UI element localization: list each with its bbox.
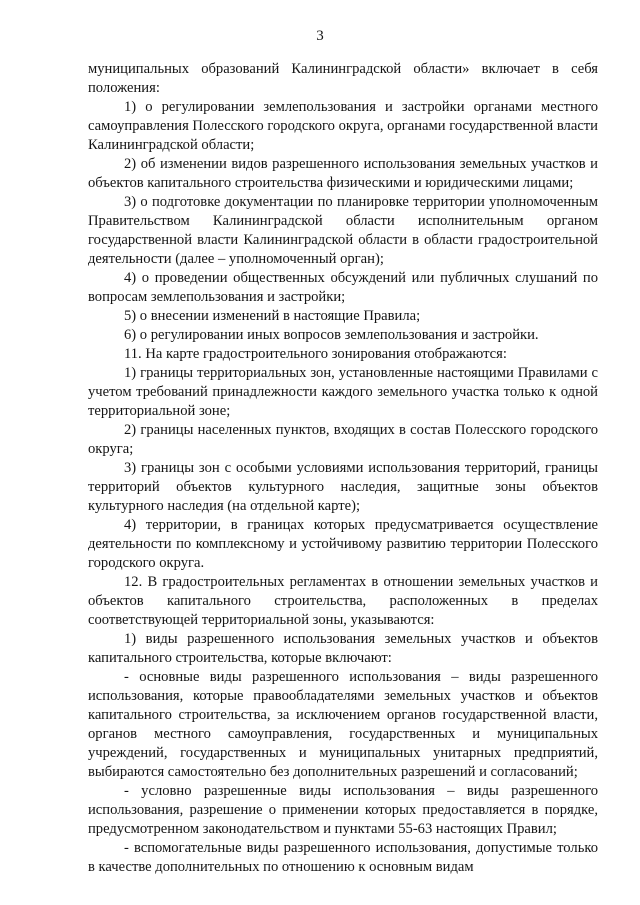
paragraph-item-4: 4) о проведении общественных обсуждений или публичных слушаний по вопросам землепользования и застройки; [88, 270, 598, 305]
paragraph-section-11-item-1: 1) границы территориальных зон, установленные настоящими Правилами с учетом требований принадлежности каждого земельного участка только к одной территориальной зоне; [88, 365, 598, 419]
paragraph-item-3: 3) о подготовке документации по планировке территории уполномоченным Правительством Калининградской области исполнительным органом государственной власти Калининградской области в области градостроительной деятельности (далее – уполномоченный орган); [88, 194, 598, 267]
body-text [88, 60, 598, 877]
paragraph-section-11-item-2: 2) границы населенных пунктов, входящих в состав Полесского городского округа; [88, 422, 598, 457]
paragraph-main-use-types: - основные виды разрешенного использования – виды разрешенного использования, которые правообладателями земельных участков и объектов капитального строительства, за исключением органов государственной власти, органов местного самоуправления, государственных и муниципальных учреждений, государственных и муниципальных унитарных предприятий, выбираются самостоятельно без дополнительных разрешений и согласований; [88, 669, 598, 780]
paragraph-section-11-item-4: 4) территории, в границах которых предусматривается осуществление деятельности по комплексному и устойчивому развитию территории Полесского городского округа. [88, 517, 598, 571]
paragraph-section-12-item-1: 1) виды разрешенного использования земельных участков и объектов капитального строительства, которые включают: [88, 631, 598, 666]
paragraph-item-2: 2) об изменении видов разрешенного использования земельных участков и объектов капитального строительства физическими и юридическими лицами; [88, 156, 598, 191]
paragraph-item-6: 6) о регулировании иных вопросов землепользования и застройки. [124, 327, 539, 343]
paragraph-item-1: 1) о регулировании землепользования и застройки органами местного самоуправления Полесского городского округа, органами государственной власти Калининградской области; [88, 99, 598, 153]
paragraph-auxiliary-use-types: - вспомогательные виды разрешенного использования, допустимые только в качестве дополнительных по отношению к основным видам [88, 840, 598, 875]
paragraph-section-11: 11. На карте градостроительного зонирования отображаются: [124, 346, 507, 362]
paragraph-item-5: 5) о внесении изменений в настоящие Правила; [124, 308, 421, 324]
paragraph-section-12: 12. В градостроительных регламентах в отношении земельных участков и объектов капитального строительства, расположенных в пределах соответствующей территориальной зоны, указываются: [88, 574, 598, 628]
paragraph-conditional-use-types: - условно разрешенные виды использования – виды разрешенного использования, разрешение о применении которых предоставляется в порядке, предусмотренном законодательством и пунктами 55-63 настоящих Правил; [88, 783, 598, 837]
paragraph-section-11-item-3: 3) границы зон с особыми условиями использования территорий, границы территорий объектов культурного наследия, защитные зоны объектов культурного наследия (на отдельной карте); [88, 460, 598, 514]
page-number: 3 [316, 28, 324, 44]
paragraph-intro: муниципальных образований Калининградской области» включает в себя положения: [88, 61, 598, 96]
